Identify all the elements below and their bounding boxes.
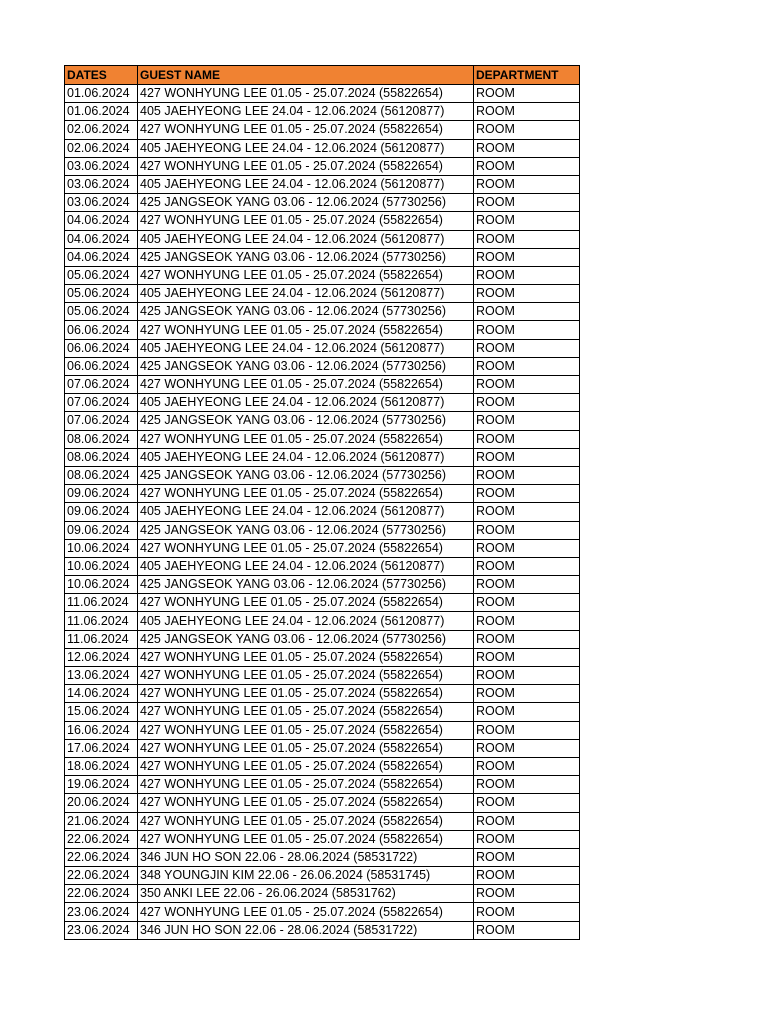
guest-name-cell[interactable]: 405 JAEHYEONG LEE 24.04 - 12.06.2024 (56120877) — [138, 394, 474, 412]
department-cell[interactable]: ROOM — [474, 867, 580, 885]
guest-name-cell[interactable]: 425 JANGSEOK YANG 03.06 - 12.06.2024 (57730256) — [138, 357, 474, 375]
guest-name-cell[interactable]: 427 WONHYUNG LEE 01.05 - 25.07.2024 (55822654) — [138, 594, 474, 612]
table-row — [65, 648, 580, 666]
table-row — [65, 430, 580, 448]
date-cell[interactable]: 04.06.2024 — [65, 230, 138, 248]
guest-name-cell[interactable]: 427 WONHYUNG LEE 01.05 - 25.07.2024 (55822654) — [138, 776, 474, 794]
guest-name-cell[interactable]: 348 YOUNGJIN KIM 22.06 - 26.06.2024 (58531745) — [138, 867, 474, 885]
table-row — [65, 794, 580, 812]
date-cell[interactable]: 05.06.2024 — [65, 285, 138, 303]
department-cell[interactable]: ROOM — [474, 612, 580, 630]
date-cell[interactable]: 11.06.2024 — [65, 594, 138, 612]
date-cell[interactable]: 05.06.2024 — [65, 266, 138, 284]
department-cell[interactable]: ROOM — [474, 539, 580, 557]
table-row — [65, 230, 580, 248]
table-row — [65, 521, 580, 539]
table-row — [65, 303, 580, 321]
table-row — [65, 266, 580, 284]
department-cell[interactable]: ROOM — [474, 376, 580, 394]
date-cell[interactable]: 03.06.2024 — [65, 194, 138, 212]
department-cell[interactable]: ROOM — [474, 139, 580, 157]
guest-table — [64, 65, 580, 940]
date-cell[interactable]: 12.06.2024 — [65, 648, 138, 666]
guest-name-cell[interactable]: 427 WONHYUNG LEE 01.05 - 25.07.2024 (55822654) — [138, 830, 474, 848]
table-row — [65, 412, 580, 430]
date-cell[interactable]: 18.06.2024 — [65, 757, 138, 775]
department-cell[interactable]: ROOM — [474, 757, 580, 775]
header-department[interactable]: DEPARTMENT — [474, 66, 580, 85]
table-row — [65, 157, 580, 175]
department-cell[interactable]: ROOM — [474, 212, 580, 230]
department-cell[interactable]: ROOM — [474, 921, 580, 939]
table-row — [65, 739, 580, 757]
department-cell[interactable]: ROOM — [474, 285, 580, 303]
guest-name-cell[interactable]: 405 JAEHYEONG LEE 24.04 - 12.06.2024 (56120877) — [138, 339, 474, 357]
guest-name-cell[interactable]: 405 JAEHYEONG LEE 24.04 - 12.06.2024 (56120877) — [138, 230, 474, 248]
department-cell[interactable]: ROOM — [474, 703, 580, 721]
department-cell[interactable]: ROOM — [474, 157, 580, 175]
table-row — [65, 612, 580, 630]
date-cell[interactable]: 02.06.2024 — [65, 121, 138, 139]
guest-name-cell[interactable]: 427 WONHYUNG LEE 01.05 - 25.07.2024 (55822654) — [138, 721, 474, 739]
guest-name-cell[interactable]: 427 WONHYUNG LEE 01.05 - 25.07.2024 (55822654) — [138, 266, 474, 284]
date-cell[interactable]: 09.06.2024 — [65, 503, 138, 521]
department-cell[interactable]: ROOM — [474, 103, 580, 121]
date-cell[interactable]: 23.06.2024 — [65, 921, 138, 939]
guest-sheet — [64, 65, 580, 940]
guest-name-cell[interactable]: 405 JAEHYEONG LEE 24.04 - 12.06.2024 (56120877) — [138, 503, 474, 521]
table-row — [65, 776, 580, 794]
department-cell[interactable]: ROOM — [474, 630, 580, 648]
guest-name-cell[interactable]: 427 WONHYUNG LEE 01.05 - 25.07.2024 (55822654) — [138, 85, 474, 103]
date-cell[interactable]: 14.06.2024 — [65, 685, 138, 703]
guest-name-cell[interactable]: 405 JAEHYEONG LEE 24.04 - 12.06.2024 (56120877) — [138, 103, 474, 121]
guest-name-cell[interactable]: 427 WONHYUNG LEE 01.05 - 25.07.2024 (55822654) — [138, 321, 474, 339]
date-cell[interactable]: 17.06.2024 — [65, 739, 138, 757]
guest-name-cell[interactable]: 425 JANGSEOK YANG 03.06 - 12.06.2024 (57730256) — [138, 576, 474, 594]
guest-name-cell[interactable]: 427 WONHYUNG LEE 01.05 - 25.07.2024 (55822654) — [138, 121, 474, 139]
department-cell[interactable]: ROOM — [474, 648, 580, 666]
table-row — [65, 721, 580, 739]
table-row — [65, 448, 580, 466]
date-cell[interactable]: 21.06.2024 — [65, 812, 138, 830]
guest-name-cell[interactable]: 427 WONHYUNG LEE 01.05 - 25.07.2024 (55822654) — [138, 376, 474, 394]
guest-name-cell[interactable]: 425 JANGSEOK YANG 03.06 - 12.06.2024 (57730256) — [138, 303, 474, 321]
department-cell[interactable]: ROOM — [474, 194, 580, 212]
date-cell[interactable]: 22.06.2024 — [65, 885, 138, 903]
date-cell[interactable]: 02.06.2024 — [65, 139, 138, 157]
date-cell[interactable]: 10.06.2024 — [65, 557, 138, 575]
department-cell[interactable]: ROOM — [474, 576, 580, 594]
date-cell[interactable]: 07.06.2024 — [65, 376, 138, 394]
table-row — [65, 576, 580, 594]
date-cell[interactable]: 16.06.2024 — [65, 721, 138, 739]
date-cell[interactable]: 15.06.2024 — [65, 703, 138, 721]
date-cell[interactable]: 20.06.2024 — [65, 794, 138, 812]
guest-name-cell[interactable]: 425 JANGSEOK YANG 03.06 - 12.06.2024 (57730256) — [138, 466, 474, 484]
guest-name-cell[interactable]: 427 WONHYUNG LEE 01.05 - 25.07.2024 (55822654) — [138, 757, 474, 775]
table-row — [65, 630, 580, 648]
guest-name-cell[interactable]: 427 WONHYUNG LEE 01.05 - 25.07.2024 (55822654) — [138, 685, 474, 703]
table-row — [65, 194, 580, 212]
table-row — [65, 175, 580, 193]
date-cell[interactable]: 06.06.2024 — [65, 357, 138, 375]
date-cell[interactable]: 07.06.2024 — [65, 394, 138, 412]
table-row — [65, 357, 580, 375]
guest-name-cell[interactable]: 405 JAEHYEONG LEE 24.04 - 12.06.2024 (56120877) — [138, 285, 474, 303]
table-row — [65, 757, 580, 775]
date-cell[interactable]: 11.06.2024 — [65, 630, 138, 648]
department-cell[interactable]: ROOM — [474, 394, 580, 412]
date-cell[interactable]: 11.06.2024 — [65, 612, 138, 630]
date-cell[interactable]: 23.06.2024 — [65, 903, 138, 921]
guest-name-cell[interactable]: 427 WONHYUNG LEE 01.05 - 25.07.2024 (55822654) — [138, 739, 474, 757]
guest-name-cell[interactable]: 405 JAEHYEONG LEE 24.04 - 12.06.2024 (56120877) — [138, 175, 474, 193]
department-cell[interactable]: ROOM — [474, 85, 580, 103]
department-cell[interactable]: ROOM — [474, 357, 580, 375]
table-row — [65, 321, 580, 339]
date-cell[interactable]: 08.06.2024 — [65, 466, 138, 484]
department-cell[interactable]: ROOM — [474, 266, 580, 284]
table-row — [65, 830, 580, 848]
table-row — [65, 921, 580, 939]
date-cell[interactable]: 03.06.2024 — [65, 175, 138, 193]
table-row — [65, 848, 580, 866]
department-cell[interactable]: ROOM — [474, 776, 580, 794]
guest-name-cell[interactable]: 346 JUN HO SON 22.06 - 28.06.2024 (58531722) — [138, 848, 474, 866]
guest-name-cell[interactable]: 427 WONHYUNG LEE 01.05 - 25.07.2024 (55822654) — [138, 812, 474, 830]
department-cell[interactable]: ROOM — [474, 121, 580, 139]
date-cell[interactable]: 01.06.2024 — [65, 103, 138, 121]
date-cell[interactable]: 22.06.2024 — [65, 830, 138, 848]
guest-name-cell[interactable]: 350 ANKI LEE 22.06 - 26.06.2024 (58531762) — [138, 885, 474, 903]
date-cell[interactable]: 10.06.2024 — [65, 539, 138, 557]
table-body — [65, 85, 580, 940]
guest-name-cell[interactable]: 427 WONHYUNG LEE 01.05 - 25.07.2024 (55822654) — [138, 667, 474, 685]
guest-name-cell[interactable]: 405 JAEHYEONG LEE 24.04 - 12.06.2024 (56120877) — [138, 448, 474, 466]
header-guest-name[interactable]: GUEST NAME — [138, 66, 474, 85]
date-cell[interactable]: 22.06.2024 — [65, 848, 138, 866]
guest-name-cell[interactable]: 346 JUN HO SON 22.06 - 28.06.2024 (58531722) — [138, 921, 474, 939]
table-row — [65, 121, 580, 139]
date-cell[interactable]: 07.06.2024 — [65, 412, 138, 430]
date-cell[interactable]: 08.06.2024 — [65, 448, 138, 466]
table-row — [65, 103, 580, 121]
guest-name-cell[interactable]: 427 WONHYUNG LEE 01.05 - 25.07.2024 (55822654) — [138, 648, 474, 666]
department-cell[interactable]: ROOM — [474, 230, 580, 248]
table-row — [65, 248, 580, 266]
table-row — [65, 139, 580, 157]
header-row — [65, 66, 580, 85]
guest-name-cell[interactable]: 425 JANGSEOK YANG 03.06 - 12.06.2024 (57730256) — [138, 412, 474, 430]
department-cell[interactable]: ROOM — [474, 903, 580, 921]
department-cell[interactable]: ROOM — [474, 412, 580, 430]
department-cell[interactable]: ROOM — [474, 594, 580, 612]
date-cell[interactable]: 08.06.2024 — [65, 430, 138, 448]
table-row — [65, 503, 580, 521]
table-row — [65, 466, 580, 484]
department-cell[interactable]: ROOM — [474, 175, 580, 193]
guest-name-cell[interactable]: 427 WONHYUNG LEE 01.05 - 25.07.2024 (55822654) — [138, 485, 474, 503]
guest-name-cell[interactable]: 405 JAEHYEONG LEE 24.04 - 12.06.2024 (56120877) — [138, 612, 474, 630]
department-cell[interactable]: ROOM — [474, 321, 580, 339]
department-cell[interactable]: ROOM — [474, 248, 580, 266]
date-cell[interactable]: 09.06.2024 — [65, 521, 138, 539]
guest-name-cell[interactable]: 427 WONHYUNG LEE 01.05 - 25.07.2024 (55822654) — [138, 794, 474, 812]
table-row — [65, 685, 580, 703]
table-row — [65, 339, 580, 357]
date-cell[interactable]: 04.06.2024 — [65, 248, 138, 266]
guest-name-cell[interactable]: 425 JANGSEOK YANG 03.06 - 12.06.2024 (57730256) — [138, 630, 474, 648]
table-row — [65, 903, 580, 921]
guest-name-cell[interactable]: 427 WONHYUNG LEE 01.05 - 25.07.2024 (55822654) — [138, 157, 474, 175]
guest-name-cell[interactable]: 405 JAEHYEONG LEE 24.04 - 12.06.2024 (56120877) — [138, 139, 474, 157]
department-cell[interactable]: ROOM — [474, 339, 580, 357]
guest-name-cell[interactable]: 405 JAEHYEONG LEE 24.04 - 12.06.2024 (56120877) — [138, 557, 474, 575]
date-cell[interactable]: 09.06.2024 — [65, 485, 138, 503]
table-row — [65, 376, 580, 394]
table-row — [65, 867, 580, 885]
header-dates[interactable]: DATES — [65, 66, 138, 85]
table-row — [65, 667, 580, 685]
department-cell[interactable]: ROOM — [474, 430, 580, 448]
department-cell[interactable]: ROOM — [474, 885, 580, 903]
department-cell[interactable]: ROOM — [474, 557, 580, 575]
table-row — [65, 703, 580, 721]
table-row — [65, 85, 580, 103]
department-cell[interactable]: ROOM — [474, 794, 580, 812]
department-cell[interactable]: ROOM — [474, 303, 580, 321]
department-cell[interactable]: ROOM — [474, 848, 580, 866]
department-cell[interactable]: ROOM — [474, 721, 580, 739]
table-row — [65, 485, 580, 503]
table-row — [65, 539, 580, 557]
date-cell[interactable]: 03.06.2024 — [65, 157, 138, 175]
date-cell[interactable]: 22.06.2024 — [65, 867, 138, 885]
guest-name-cell[interactable]: 427 WONHYUNG LEE 01.05 - 25.07.2024 (55822654) — [138, 212, 474, 230]
date-cell[interactable]: 06.06.2024 — [65, 321, 138, 339]
table-row — [65, 212, 580, 230]
table-row — [65, 557, 580, 575]
department-cell[interactable]: ROOM — [474, 521, 580, 539]
guest-name-cell[interactable]: 425 JANGSEOK YANG 03.06 - 12.06.2024 (57730256) — [138, 248, 474, 266]
guest-name-cell[interactable]: 427 WONHYUNG LEE 01.05 - 25.07.2024 (55822654) — [138, 703, 474, 721]
department-cell[interactable]: ROOM — [474, 485, 580, 503]
department-cell[interactable]: ROOM — [474, 448, 580, 466]
date-cell[interactable]: 13.06.2024 — [65, 667, 138, 685]
department-cell[interactable]: ROOM — [474, 830, 580, 848]
date-cell[interactable]: 06.06.2024 — [65, 339, 138, 357]
guest-name-cell[interactable]: 425 JANGSEOK YANG 03.06 - 12.06.2024 (57730256) — [138, 194, 474, 212]
guest-name-cell[interactable]: 425 JANGSEOK YANG 03.06 - 12.06.2024 (57730256) — [138, 521, 474, 539]
table-row — [65, 285, 580, 303]
department-cell[interactable]: ROOM — [474, 739, 580, 757]
guest-name-cell[interactable]: 427 WONHYUNG LEE 01.05 - 25.07.2024 (55822654) — [138, 539, 474, 557]
date-cell[interactable]: 10.06.2024 — [65, 576, 138, 594]
date-cell[interactable]: 04.06.2024 — [65, 212, 138, 230]
department-cell[interactable]: ROOM — [474, 667, 580, 685]
department-cell[interactable]: ROOM — [474, 466, 580, 484]
department-cell[interactable]: ROOM — [474, 503, 580, 521]
date-cell[interactable]: 01.06.2024 — [65, 85, 138, 103]
department-cell[interactable]: ROOM — [474, 685, 580, 703]
department-cell[interactable]: ROOM — [474, 812, 580, 830]
table-row — [65, 812, 580, 830]
date-cell[interactable]: 05.06.2024 — [65, 303, 138, 321]
table-row — [65, 394, 580, 412]
date-cell[interactable]: 19.06.2024 — [65, 776, 138, 794]
table-row — [65, 885, 580, 903]
guest-name-cell[interactable]: 427 WONHYUNG LEE 01.05 - 25.07.2024 (55822654) — [138, 430, 474, 448]
table-row — [65, 594, 580, 612]
guest-name-cell[interactable]: 427 WONHYUNG LEE 01.05 - 25.07.2024 (55822654) — [138, 903, 474, 921]
